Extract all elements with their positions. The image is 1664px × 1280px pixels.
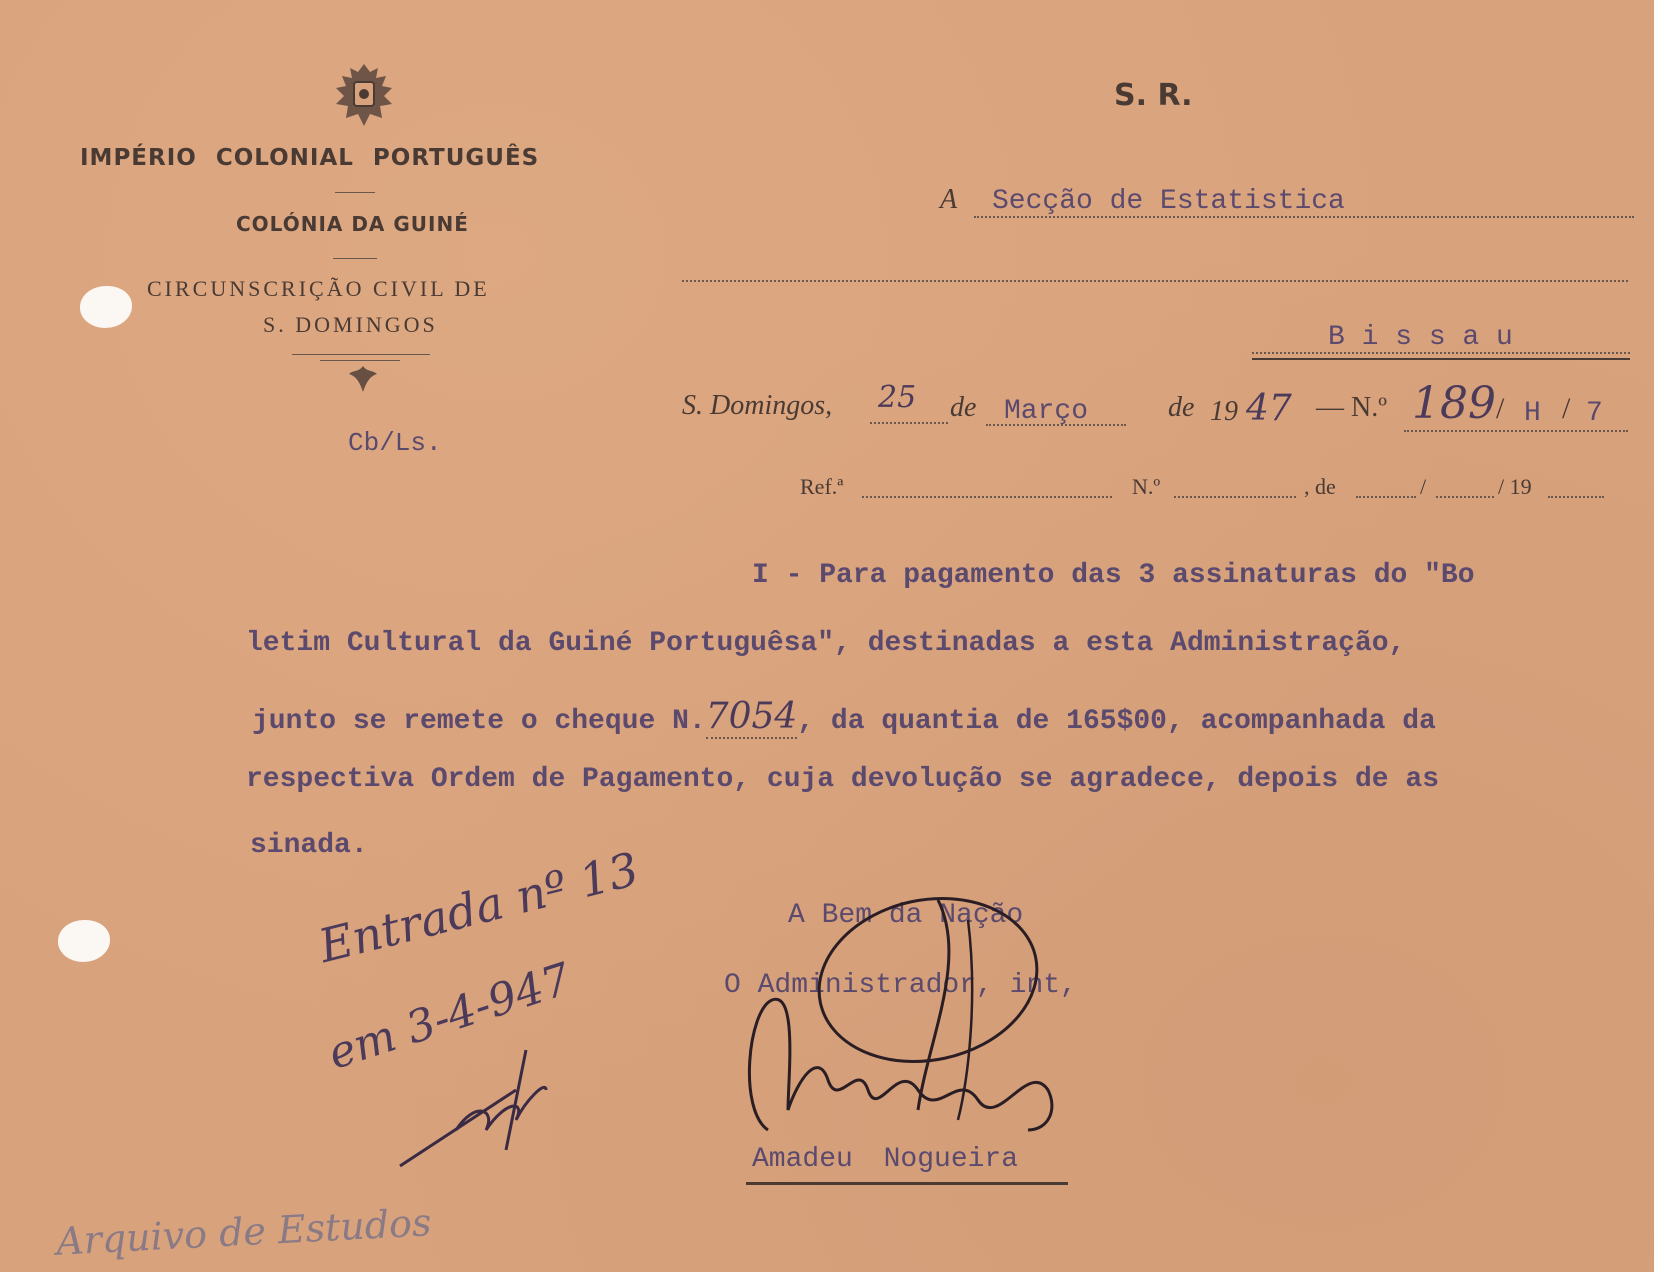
ref-no-field [1174, 484, 1296, 498]
addressee-blank-line [682, 266, 1628, 282]
dateline-de: de [950, 392, 977, 423]
ref-day-field [1356, 484, 1416, 498]
dateline-de: de [1168, 392, 1195, 423]
signature [728, 880, 1088, 1145]
closing-salutation: A Bem da Nação [788, 900, 1024, 931]
city-line [1252, 322, 1630, 354]
header-divider [333, 258, 377, 259]
signature-name: Amadeu Nogueira [752, 1144, 1019, 1175]
body-text: , da quantia de 165$00, acompanhada da [797, 706, 1436, 737]
empire-heading: IMPÉRIO COLONIAL PORTUGUÊS [80, 145, 540, 171]
number-label: — N.º [1316, 392, 1387, 423]
dateline-year-prefix: 19 [1210, 396, 1238, 427]
circumscription-place: S. DOMINGOS [263, 312, 438, 337]
city-name: B i s s a u [1328, 322, 1513, 353]
colony-heading: COLÓNIA DA GUINÉ [236, 212, 469, 236]
entry-date: em 3-4-947 [322, 953, 578, 1080]
letter-number: 189 [1412, 378, 1496, 429]
addressee-name: Secção de Estatistica [992, 186, 1345, 217]
circumscription-heading: CIRCUNSCRIÇÃO CIVIL DE [147, 276, 490, 301]
dateline-day: 25 [878, 380, 917, 415]
signature-underline [746, 1182, 1068, 1185]
entry-note: Entrada nº 13 [313, 841, 644, 974]
body-line: sinada. [250, 830, 368, 861]
body-line: respectiva Ordem de Pagamento, cuja devolução se agradece, depois de as [246, 764, 1439, 795]
body-line [252, 696, 1436, 737]
initials-scribble [396, 1040, 556, 1175]
header-divider [320, 360, 400, 361]
header-divider [335, 192, 375, 193]
city-underline [1252, 358, 1630, 360]
number-separator: / [1496, 392, 1505, 425]
ref-field [862, 484, 1112, 498]
sr-heading: S. R. [1114, 78, 1193, 113]
number-separator: / [1562, 392, 1571, 425]
addressee-line [974, 186, 1634, 218]
ref-month-field [1436, 484, 1494, 498]
cheque-number: 7054 [705, 696, 798, 737]
pencil-note: Arquivo de Estudos [55, 1200, 433, 1264]
body-text: junto se remete o cheque N. [252, 706, 706, 737]
body-line: I - Para pagamento das 3 assinaturas do "Bo [752, 560, 1475, 591]
letter-series: H [1524, 398, 1541, 429]
body-line: letim Cultural da Guiné Portuguêsa", destinadas a esta Administração, [246, 628, 1406, 659]
addressee-prefix: A [940, 184, 958, 215]
letter-series-number: 7 [1586, 398, 1603, 429]
coat-of-arms-icon [318, 60, 410, 132]
dateline-year: 47 [1246, 388, 1292, 429]
dateline-month-field [986, 398, 1126, 426]
dateline-day-field [870, 380, 948, 424]
header-divider [292, 354, 430, 355]
reference-code: Cb/Ls. [348, 428, 442, 458]
ref-de-label: , de [1304, 474, 1336, 499]
ref-year-label: / 19 [1498, 474, 1532, 499]
ref-no-label: N.º [1132, 474, 1161, 499]
ref-label: Ref.ª [800, 474, 844, 499]
number-line [1404, 418, 1628, 432]
dateline-place: S. Domingos, [682, 390, 833, 421]
fleuron-ornament-icon [345, 364, 381, 394]
ref-year-field [1548, 484, 1604, 498]
dateline-month: Março [1004, 396, 1089, 427]
closing-title: O Administrador, int, [724, 970, 1077, 1001]
ref-slash: / [1420, 474, 1427, 499]
